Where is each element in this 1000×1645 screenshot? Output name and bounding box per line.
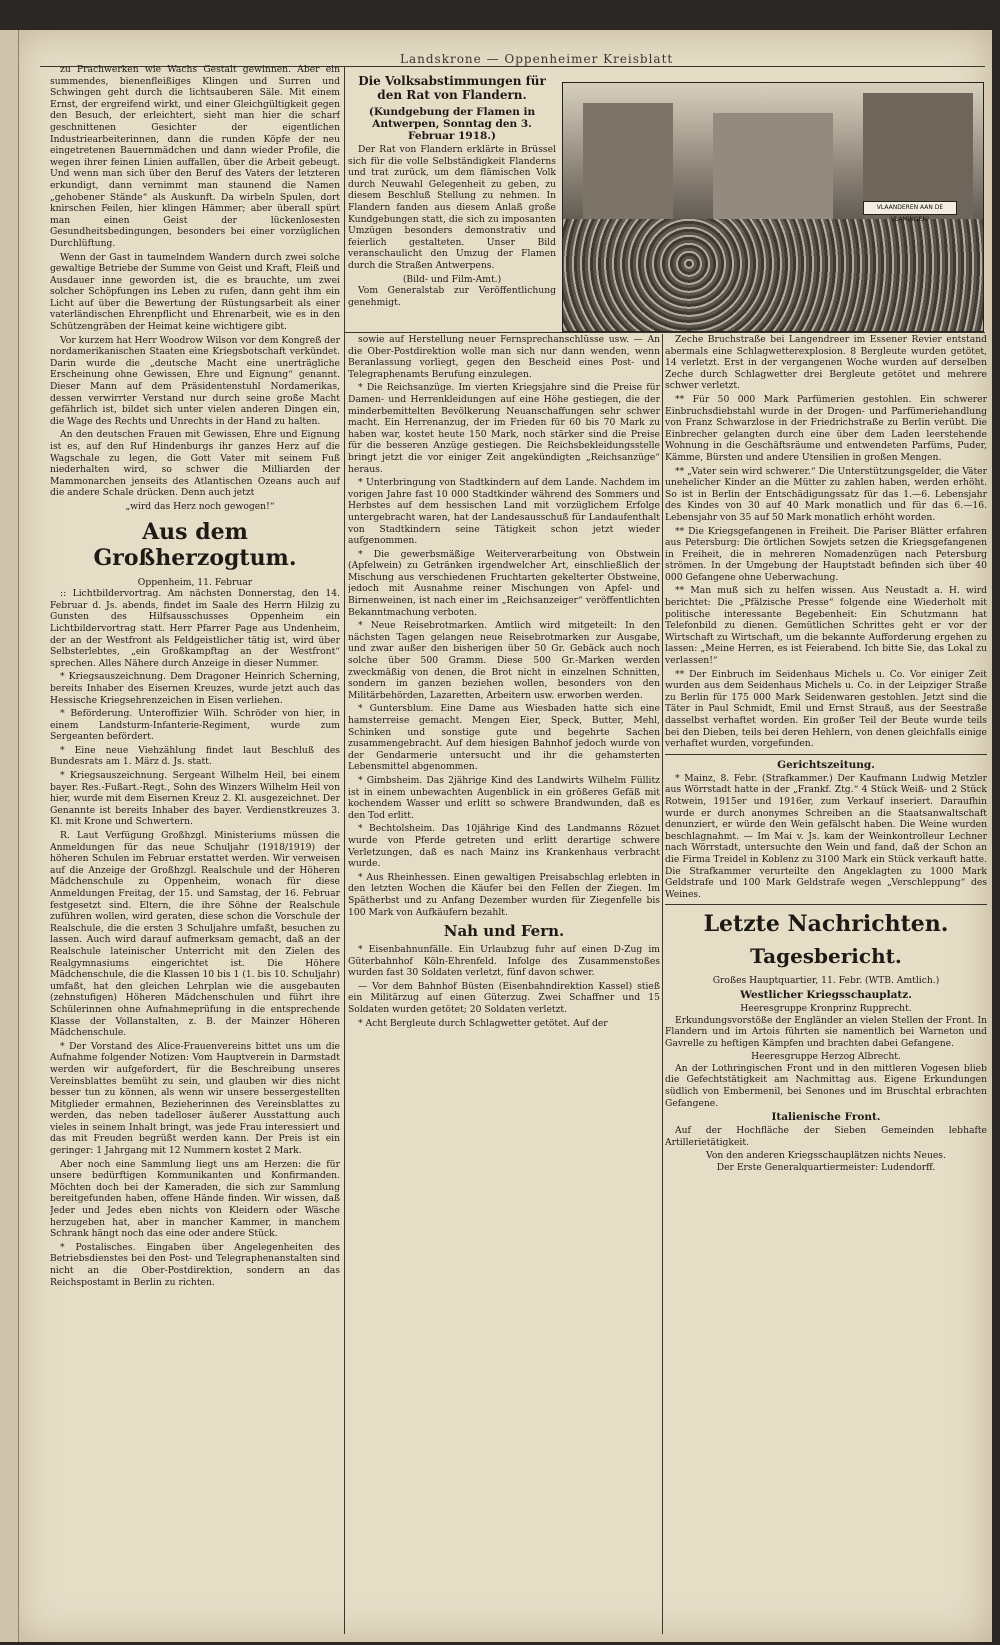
news-item: * Die Reichsanzüge. Im vierten Kriegsjahre sind die Preise für Damen- und Herrenkleidungen auf eine Höhe gestiegen, die der minderbemittelten Bevölkerung Neuanschaffungen sehr schwer macht. Ein Herrenanzug, der im Frieden für 60 bis 70 Mark zu haben war, kostet heute 150 Mark, noch stärker sind die Preise für die besseren Anzüge gestiegen. Die Reichsbekleidungsstelle bringt jetzt die vor einiger Zeit angekündigten „Reichsanzüge“ heraus. bbox=[348, 382, 660, 475]
heeresgruppe-2: Heeresgruppe Herzog Albrecht. bbox=[751, 1051, 901, 1063]
column-left bbox=[50, 64, 340, 1634]
news-item: * Gimbsheim. Das 2jährige Kind des Landwirts Wilhelm Füllitz ist in einem unbewachten Augenblick in ein größeres Gefäß mit kochendem Wasser und erlitt so schwere Brandwunden, daß es den Tod erlitt. bbox=[348, 774, 660, 821]
section-rule bbox=[344, 332, 985, 333]
article-paragraph: zu Prachwerken wie Wachs Gestalt gewinnen. Aber ein summendes, bienenfleißiges Klingen und Surren und Schwingen geht durch die lichtsauberen Säle. Mit einem Ernst, der ergreifend wirkt, und einer Gleichgültigkeit gegen den Besuch, der erleichtert, sieht man hier die scharf geschnittenen Gesichter der eigentlichen Industriearbeiterinnen, dann die runden Köpfe der neu eingetretenen Bauernmädchen und dann wieder Profile, die wegen ihrer feinen Linien auffallen, über die Arbeit gebeugt. Und wenn man sich über den Beruf des Vaters der letzteren erkundigt, dann vernimmt man staunend die Namen „gehobener Stände“ als Auskunft. Da wirbeln Spulen, dort knirschen Feilen, hier klingen Hämmer; aber überall spürt man einen Geist der lückenlosesten Gesundheitsbedingungen, besonders bei einer vorzüglichen Durchlüftung. bbox=[50, 64, 340, 249]
divider bbox=[665, 754, 987, 755]
other-fronts: Von den anderen Kriegsschauplätzen nichts Neues. bbox=[706, 1150, 946, 1162]
section-heading: Nah und Fern. bbox=[443, 922, 565, 941]
news-item: * Kriegsauszeichnung. Dem Dragoner Heinrich Scherning, bereits Inhaber des Eisernen Kreuzes, wurde jetzt auch das Hessische Kriegsehrenzeichen in Eisen verliehen. bbox=[50, 671, 340, 706]
news-item: * Bechtolsheim. Das 10jährige Kind des Landmanns Rözuet wurde von Pferde getreten und erlitt derartige schwere Verletzungen, daß es nach Mainz ins Krankenhaus verbracht wurde. bbox=[348, 823, 660, 870]
news-item: * Aus Rheinhessen. Einen gewaltigen Preisabschlag erlebten in den letzten Wochen die Käufer bei den Fellen der Ziegen. Im Spätherbst und zu Anfang Dezember wurden für Ziegenfelle bis 100 Mark von Aufkäufern bezahlt. bbox=[348, 871, 660, 918]
column-right bbox=[665, 334, 987, 1634]
column-rule-1 bbox=[344, 66, 345, 1634]
news-item: * Der Vorstand des Alice-Frauenvereins bittet uns um die Aufnahme folgender Notizen: Vom Hauptverein in Darmstadt werden wir aufgefordert, für die Beschreibung unseres Vereinsblattes bemüht zu sein, und glauben wir dies nicht besser tun zu können, als wenn wir unsere bessergestellten Mitglieder ermahnen, Bezieherinnen des Vereinsblattes zu werden, das neben tadelloser äußerer Ausstattung auch vieles in seinem Inhalt bringt, was jede Frau interessiert und das mit Freuden begrüßt werden kann. Der Preis ist ein geringer: 1 Jahrgang mit 12 Nummern kostet 2 Mark. bbox=[50, 1040, 340, 1157]
column-rule-2 bbox=[662, 334, 663, 1634]
censor-note: Vom Generalstab zur Veröffentlichung genehmigt. bbox=[348, 285, 556, 308]
flandern-article bbox=[348, 70, 556, 330]
news-item: :: Lichtbildervortrag. Am nächsten Donnerstag, den 14. Februar d. Js. abends, findet im Saale des Herrn Hilzig zu Gunsten des Hilfsausschusses Oppenheim ein Lichtbildervortrag statt. Herr Pfarrer Page aus Undenheim, der an der Westfront als Feldgeistlicher tätig ist, wird über Selbsterlebtes, „ein Großkampftag an der Westfront“ sprechen. Alles Nähere durch Anzeige in dieser Nummer. bbox=[50, 588, 340, 669]
news-item: * Eine neue Viehzählung findet laut Beschluß des Bundesrats am 1. März d. Js. statt. bbox=[50, 744, 340, 768]
article-quote: „wird das Herz noch gewogen!“ bbox=[125, 500, 275, 512]
news-item: ** Die Kriegsgefangenen in Freiheit. Die Pariser Blätter erfahren aus Petersburg: Die örtlichen Sowjets setzen die Kriegsgefangenen in Freiheit, die in mehreren Nomadenzügen nach Petersburg strömen. In der Umgebung der Hauptstadt befinden sich über 40 000 Gefangene ohne Ueberwachung. bbox=[665, 525, 987, 583]
article-paragraph: sowie auf Herstellung neuer Fernsprechanschlüsse usw. — An die Ober-Postdirektion wolle man sich nur dann wenden, wenn Beranlassung vorliegt, gegen den Bescheid eines Post- und Telegraphenamts Berufung einzulegen. bbox=[348, 334, 660, 380]
article-paragraph: Wenn der Gast in taumelndem Wandern durch zwei solche gewaltige Betriebe der Summe von Geist und Kraft, Fleiß und Ausdauer inne geworden ist, die es brauchte, um zwei solcher Schöpfungen ins Leben zu rufen, dann geht ihm ein Licht auf über die Bewertung der Rüstungsarbeit als einer vaterländischen Ehrenpflicht und Ehrenarbeit, wie es in den Schützengräben der Heimat keine wichtigere gibt. bbox=[50, 251, 340, 333]
column-middle bbox=[348, 334, 660, 1634]
antwerp-procession-photo bbox=[562, 82, 984, 332]
running-header: Landskrone — Oppenheimer Kreisblatt bbox=[400, 52, 674, 66]
news-item: * Guntersblum. Eine Dame aus Wiesbaden hatte sich eine hamsterreise gemacht. Mengen Eier, Speck, Butter, Mehl, Schinken und sonstige gute und begehrte Sachen zusammengebracht. Auf dem hiesigen Bahnhof jedoch wurde von der Gendarmerie untersucht und ihr die gehamsterten Lebensmittel abgenommen. bbox=[348, 703, 660, 773]
building-shape bbox=[713, 113, 833, 233]
news-item: ** Der Einbruch im Seidenhaus Michels u. Co. Vor einiger Zeit wurden aus dem Seidenhaus Michels u. Co. in der Leipziger Straße zu Berlin für 175 000 Mark Seidenwaren gestohlen. Jetzt sind die Täter in Paul Schmidt, Emil und Ernst Strauß, aus der Seestraße dasselbst verhaftet worden. Ein großer Teil der Beute wurde teils bei den Dieben, teils bei deren Hehlern, von denen gleichfalls einige verhaftet wurden, vorgefunden. bbox=[665, 668, 987, 750]
gericht-heading: Gerichtszeitung. bbox=[777, 758, 875, 771]
news-item: ** Man muß sich zu helfen wissen. Aus Neustadt a. H. wird berichtet: Die „Pfälzische Presse“ folgende eine Wiederholt mit politische interessante Begebenheit: Ein Schutzmann hat Telefonbild zu dienen. Gemütlichen Schrittes geht er vor der Wirtschaft zu Wirtschaft, um die bekannte Aufforderung ergehen zu lassen: „Meine Herren, es ist Feierabend. Ich bitte Sie, das Lokal zu verlassen!“ bbox=[665, 585, 987, 667]
binding-edge bbox=[0, 30, 19, 1642]
crowd-shape bbox=[563, 219, 983, 331]
ital-heading: Italienische Front. bbox=[771, 1111, 881, 1124]
news-item: * Kriegsauszeichnung. Sergeant Wilhelm Heil, bei einem bayer. Res.-Fußart.-Regt., Sohn des Winzers Wilhelm Heil von hier, wurde mit dem Eisernen Kreuz 2. Kl. ausgezeichnet. Der Genannte ist bereits Inhaber des bayer. Verdienstkreuzes 3. Kl. mit Krone und Schwertern. bbox=[50, 770, 340, 828]
section-heading: Aus dem Großherzogtum. bbox=[93, 518, 297, 571]
west-heading: Westlicher Kriegsschauplatz. bbox=[740, 988, 912, 1001]
news-item: R. Laut Verfügung Großhzgl. Ministeriums müssen die Anmeldungen für das neue Schuljahr (1918/1919) der höheren Schulen im Februar erstattet werden. Wir verweisen auf die Anzeige der Großhzgl. Realschule und der Höheren Mädchenschule zu Oppenheim, wonach für diese Anmeldungen Freitag, der 15. und Samstag, der 16. Februar festgesetzt sind. Eltern, die ihre Söhne der Realschule zuführen wollen, wird geraten, diese schon die Vorschule der Realschule, die die ersten 3 Schuljahre umfaßt, besuchen zu lassen. Auch wird darauf aufmerksam gemacht, daß an der Realschule lateinischer Unterricht mit den Zielen des Realgymnasiums eingerichtet ist. Die Höhere Mädchenschule, die die Klassen 10 bis 1 (1. bis 10. Schuljahr) umfaßt, hat den gleichen Lehrplan wie die ausgebauten (zehnstufigen) Höheren Mädchenschulen und führt ihre Schülerinnen ohne Aufnahmeprüfung in die entsprechende Klasse der Vollanstalten, z. B. der Mainzer Höheren Mädchenschule. bbox=[50, 830, 340, 1039]
news-item: Aber noch eine Sammlung liegt uns am Herzen: die für unsere bedürftigen Kommunikanten und Konfirmanden. Möchten doch bei der Kameraden, die sich zur Sammlung bereitgefunden haben, offene Hände finden. Wir wissen, daß Jeder und Jedes eben nichts von Kleidern oder Wäsche herzugeben hat, aber in mancher Kammer, in manchem Schrank hängt noch das eine oder andere Stück. bbox=[50, 1158, 340, 1240]
flandern-body: Der Rat von Flandern erklärte in Brüssel sich für die volle Selbständigkeit Flanderns und trat zurück, um dem flämischen Volk durch Neuwahl Gelegenheit zu geben, zu diesem Beschluß Stellung zu nehmen. In Flandern fanden aus diesem Anlaß große Kundgebungen statt, die sich zu imposanten Umzügen besonders demonstrativ und feierlich gestalteten. Unser Bild veranschaulicht den Umzug der Flamen durch die Straßen Antwerpens. bbox=[348, 144, 556, 271]
report-text: Erkundungsvorstöße der Engländer an vielen Stellen der Front. In Flandern und im Artois führten sie namentlich bei Warneton und Gavrelle zu heftigen Kämpfen und brachten dabei Gefangene. bbox=[665, 1014, 987, 1049]
hq-line: Großes Hauptquartier, 11. Febr. (WTB. Amtlich.) bbox=[712, 975, 940, 987]
news-item: ** „Vater sein wird schwerer.“ Die Unterstützungsgelder, die Väter unehelicher Kinder an die Mütter zu zahlen haben, werden erhöht. So ist in Berlin der Entschädigungssatz für das 1.—6. Lebensjahr des Kindes von 30 auf 40 Mark monatlich und für das 6.—16. Lebensjahr von 35 auf 50 Mark monatlich erhöht worden. bbox=[665, 465, 987, 523]
news-item: * Mainz, 8. Febr. (Strafkammer.) Der Kaufmann Ludwig Metzler aus Wörrstadt hatte in der „Frankf. Ztg.“ 4 Stück Weiß- und 2 Stück Rotwein, 1915er und 1916er, zum Verkauf inseriert. Daraufhin wurde er durch anonymes Schreiben an die Staatsanwaltschaft denunziert, er würde den Wein gefälscht haben. Die Weine wurden beschlagnahmt. — Im Mai v. Js. kam der Weinkontrolleur Lechner nach Wörrstadt, untersuchte den Wein und fand, daß der Schon an die Firma Treidel in Koblenz zu 3100 Mark ein Stück verkauft hatte. Die Strafkammer verurteilte den Angeklagten zu 1000 Mark Geldstrafe und 100 Mark Geldstrafe wegen „Verschleppung“ des Weines. bbox=[665, 772, 987, 900]
news-item: * Postalisches. Eingaben über Angelegenheiten des Betriebsdienstes bei den Post- und Telegraphenanstalten sind nicht an die Ober-Postdirektion, sondern an das Reichspostamt in Berlin zu richten. bbox=[50, 1241, 340, 1288]
signature-line: Der Erste Generalquartiermeister: Ludendorff. bbox=[716, 1162, 936, 1174]
news-item: * Acht Bergleute durch Schlagwetter getötet. Auf der bbox=[358, 1017, 608, 1029]
flandern-title: Die Volksabstimmungen für den Rat von Flandern. bbox=[358, 74, 546, 102]
article-paragraph: An den deutschen Frauen mit Gewissen, Ehre und Eignung ist es, auf den Ruf Hindenburgs ihr ganzes Herz auf die Wagschale zu legen, die Gott Vater mit seinem Fuß niederhalten wird, so schwer die Milliarden der Mammonarchen jenseits des Atlantischen Ozeans auch auf die andere Schale drücken. Denn auch jetzt bbox=[50, 429, 340, 499]
article-paragraph: Vor kurzem hat Herr Woodrow Wilson vor dem Kongreß der nordamerikanischen Staaten eine Kriegsbotschaft verkündet. Darin wurde die „deutsche Macht eine unerträgliche Erscheinung ohne Gewissen, Ehre und Eignung“ genannt. Dieser Mann auf dem Präsidentenstuhl Nordamerikas, dessen verwirrter Verstand nur durch seine große Macht gefährlich ist, bildet sich unter vielen anderen Dingen ein, die Wage des Rechts und Unrechts in der Hand zu halten. bbox=[50, 334, 340, 427]
photo-banner: VLAANDEREN AAN DE VLAMINGEN! bbox=[863, 201, 957, 215]
news-item: Zeche Bruchstraße bei Langendreer im Essener Revier entstand abermals eine Schlagwetterexplosion. 8 Bergleute wurden getötet, 14 verletzt. Erst in der vergangenen Woche wurden auf derselben Zeche durch Schlagwetter drei Bergleute getötet und mehrere schwer verletzt. bbox=[665, 334, 987, 392]
news-item: ** Für 50 000 Mark Parfümerien gestohlen. Ein schwerer Einbruchsdiebstahl wurde in der Drogen- und Parfümeriehandlung von Franz Schwarzlose in der Friedrichstraße zu Berlin verübt. Die Einbrecher gelangten durch eine über dem Laden leerstehende Wohnung in die Geschäftsräume und entwendeten Parfüms, Puder, Kämme, Bürsten und andere Utensilien in großen Mengen. bbox=[665, 393, 987, 463]
heeresgruppe-1: Heeresgruppe Kronprinz Rupprecht. bbox=[740, 1002, 912, 1014]
photo-credit: (Bild- und Film-Amt.) bbox=[402, 273, 502, 285]
news-item: * Unterbringung von Stadtkindern auf dem Lande. Nachdem im vorigen Jahre fast 10 000 Stadtkinder während des Sommers und Herbstes auf dem hessischen Land mit vorzüglichem Erfolge untergebracht waren, hat der Landesausschuß für Landaufenthalt von Stadtkindern seine Tätigkeit schon jetzt wieder aufgenommen. bbox=[348, 477, 660, 547]
dateline: Oppenheim, 11. Februar bbox=[137, 576, 253, 588]
news-item: — Vor dem Bahnhof Büsten (Eisenbahndirektion Kassel) stieß ein Militärzug auf einen Güterzug. Zwei Schaffner und 15 Soldaten wurden getötet; 20 Soldaten verletzt. bbox=[348, 980, 660, 1016]
divider bbox=[665, 904, 987, 905]
report-text: Auf der Hochfläche der Sieben Gemeinden lebhafte Artillerietätigkeit. bbox=[665, 1125, 987, 1148]
report-text: An der Lothringischen Front und in den mittleren Vogesen blieb die Gefechtstätigkeit am Nachmittag aus. Eigene Erkundungen südlich von Embermenil, bei Senones und im Bruschtal erbrachten Gefangene. bbox=[665, 1062, 987, 1109]
letzte-heading: Letzte Nachrichten. bbox=[703, 911, 949, 938]
news-item: * Beförderung. Unteroffizier Wilh. Schröder von hier, in einem Landsturm-Infanterie-Regiment, wurde zum Sergeanten befördert. bbox=[50, 708, 340, 743]
news-item: * Eisenbahnunfälle. Ein Urlaubzug fuhr auf einen D-Zug im Güterbahnhof Köln-Ehrenfeld. Infolge des Zusammenstoßes wurden fast 30 Soldaten verletzt, fünf davon schwer. bbox=[348, 944, 660, 979]
tages-heading: Tagesbericht. bbox=[750, 944, 902, 969]
news-item: * Neue Reisebrotmarken. Amtlich wird mitgeteilt: In den nächsten Tagen gelangen neue Reisebrotmarken zur Ausgabe, und zwar außer den bisherigen über 50 Gr. Gebäck auch noch solche über 500 Gramm. Diese 500 Gr.-Marken werden zweckmäßig von denen, die Brot nicht in einzelnen Schnitten, sondern im ganzen beziehen wollen, besonders von den Militärbehörden, Lazaretten, Arbeitern usw. erworben werden. bbox=[348, 620, 660, 701]
news-item: * Die gewerbsmäßige Weiterverarbeitung von Obstwein (Apfelwein) zu Getränken irgendwelcher Art, einschließlich der Mischung aus verschiedenen Fruchtarten gekelterter Obstweine, jedoch mit Ausnahme reiner Mischungen von Apfel- und Birnenweinen, ist nach einer im „Reichsanzeiger“ veröffentlichten Bekanntmachung verboten. bbox=[348, 548, 660, 618]
flandern-subtitle: (Kundgebung der Flamen in Antwerpen, Sonntag den 3. Februar 1918.) bbox=[368, 106, 536, 142]
